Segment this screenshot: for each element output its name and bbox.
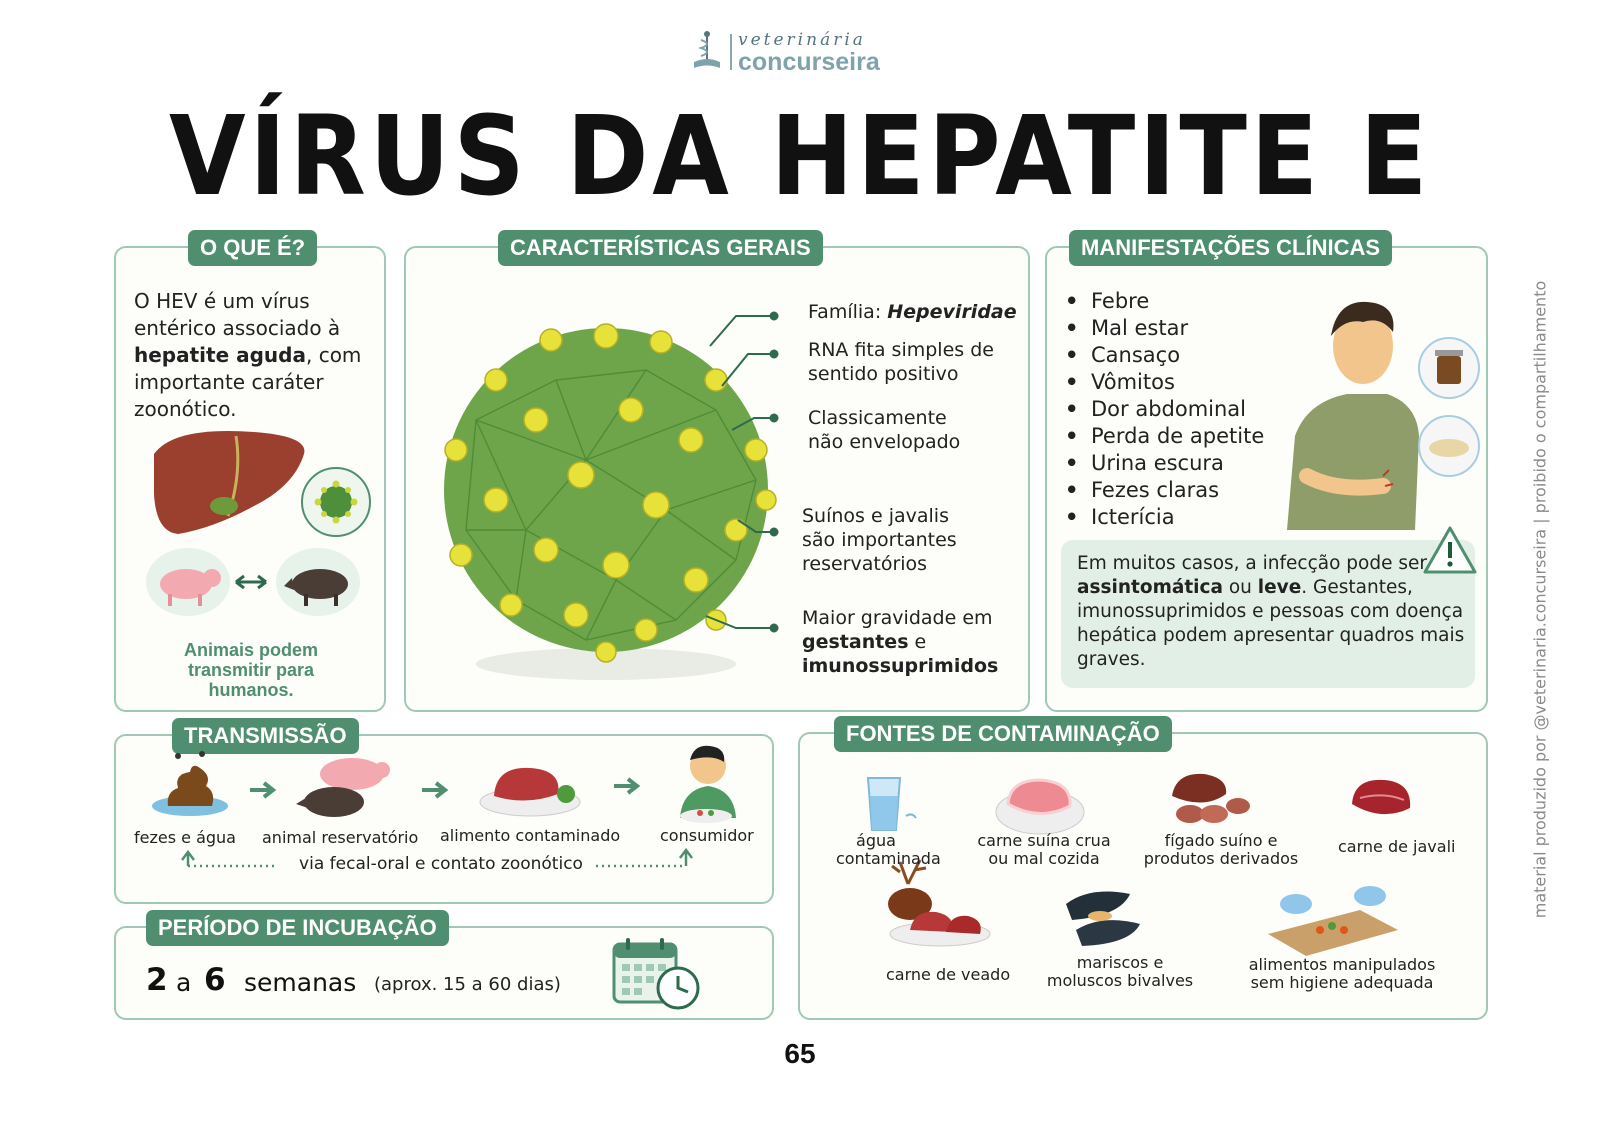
transmission-panel (114, 723, 774, 904)
source-label: mariscos e moluscos bivalves (1046, 953, 1194, 990)
step-contaminated-food: alimento contaminado (440, 826, 621, 845)
symptom-item: • Febre (1065, 288, 1264, 315)
incubation-min: 2 (146, 962, 168, 998)
transmission-route: via fecal-oral e contato zoonótico (299, 854, 583, 874)
incubation-panel (114, 915, 774, 1020)
source-label: carne suína crua ou mal cozida (977, 831, 1111, 868)
feces-water-icon (152, 751, 228, 816)
sick-person-icon (1287, 302, 1419, 530)
sources-heading: FONTES DE CONTAMINAÇÃO (834, 716, 1172, 752)
caduceus-book-icon (690, 28, 724, 72)
copyright-side-note: material produzido por @veterinaria.concurseira | proibido o compartilhamento (1530, 280, 1550, 919)
rna-item: RNA fita simples de sentido positivo (808, 339, 994, 385)
note-text-3: . Gestantes, imunossuprimidos e pessoas com doença hepática podem apresentar quadros mais graves. (1077, 577, 1465, 670)
characteristics-heading: CARACTERÍSTICAS GERAIS (498, 230, 823, 266)
double-arrow-icon (236, 576, 266, 588)
source-label: fígado suíno e produtos derivados (1143, 831, 1299, 868)
source-pork (970, 832, 1118, 868)
what-is-caption: Animais podem transmitir para humanos. (183, 640, 319, 700)
logo-divider (730, 34, 732, 70)
note-text-1: Em muitos casos, a infecção pode ser (1077, 553, 1427, 574)
sick-person-illustration (1267, 286, 1482, 530)
symptom-list (1065, 288, 1264, 531)
note-bold-2: leve (1257, 577, 1302, 598)
page-number: 65 (784, 1038, 816, 1069)
what-is-heading: O QUE É? (188, 230, 317, 266)
severity-item (802, 606, 1012, 678)
incubation-detail: (aprox. 15 a 60 dias) (374, 974, 561, 995)
what-is-text-1: O HEV é um vírus entérico associado à (134, 289, 341, 340)
symptom-item: • Fezes claras (1065, 477, 1264, 504)
severity-text-2: e (908, 631, 927, 653)
sources-panel (798, 721, 1488, 1020)
transmission-heading: TRANSMISSÃO (172, 718, 359, 754)
incubation-max: 6 (204, 962, 226, 998)
note-text-2: ou (1222, 577, 1258, 598)
symptom-item: • Dor abdominal (1065, 396, 1264, 423)
liver-virus-animals-illustration (144, 424, 374, 622)
severity-text-1: Maior gravidade em (802, 607, 993, 629)
step-consumer: consumidor (660, 826, 754, 845)
family-value: Hepeviridae (887, 301, 1017, 323)
flow-arrow-icon (250, 783, 273, 797)
consumer-icon (680, 746, 736, 823)
incubation-connector: a (176, 968, 192, 997)
clinical-note (1061, 540, 1475, 688)
raw-meat-plate-icon (480, 768, 580, 816)
food-handling-icon (1268, 886, 1398, 956)
pork-steak-icon (996, 780, 1084, 834)
symptom-item: • Vômitos (1065, 369, 1264, 396)
severity-bold-1: gestantes (802, 631, 909, 653)
virus-icon (302, 468, 370, 536)
source-shellfish (1040, 954, 1200, 990)
symptom-item: • Perda de apetite (1065, 423, 1264, 450)
clinical-note-text (1077, 552, 1467, 672)
virus-particle-illustration (416, 300, 816, 700)
incubation-heading: PERÍODO DE INCUBAÇÃO (146, 910, 449, 946)
source-contaminated-water (836, 831, 941, 868)
note-bold-1: assintomática (1077, 577, 1223, 598)
source-deer-meat: carne de veado (886, 965, 1011, 984)
flow-arrow-icon (422, 783, 445, 797)
source-boar-meat: carne de javali (1338, 837, 1456, 856)
source-food-hygiene (1242, 956, 1442, 992)
pork-liver-sausage-icon (1172, 774, 1250, 823)
what-is-panel (114, 235, 386, 712)
boar-icon (276, 548, 360, 616)
boar-meat-icon (1352, 780, 1410, 814)
transmission-flow-illustration (116, 736, 776, 906)
page-title: VÍRUS DA HEPATITE E (168, 92, 1431, 220)
deer-meat-icon (888, 860, 990, 946)
envelope-item: Classicamente não envelopado (808, 407, 961, 453)
what-is-text-bold: hepatite aguda (134, 343, 306, 367)
clinical-heading: MANIFESTAÇÕES CLÍNICAS (1069, 230, 1392, 266)
calendar-clock-icon (610, 936, 702, 1010)
source-label: água contaminada (836, 831, 941, 868)
symptom-item: • Urina escura (1065, 450, 1264, 477)
mussels-icon (1066, 892, 1140, 946)
pig-icon (146, 548, 230, 616)
symptom-item: • Icterícia (1065, 504, 1264, 531)
pale-stool-icon (1419, 416, 1479, 476)
urine-sample-icon (1419, 338, 1479, 398)
brand-line-1: veterinária (738, 30, 866, 50)
pig-boar-icon (296, 758, 390, 817)
brand-logo (690, 28, 930, 76)
clinical-panel (1045, 235, 1488, 712)
family-label: Família: (808, 301, 888, 323)
liver-icon (154, 431, 304, 534)
severity-bold-2: imunossuprimidos (802, 655, 999, 677)
what-is-text (134, 288, 374, 423)
symptom-item: • Cansaço (1065, 342, 1264, 369)
source-label: alimentos manipulados sem higiene adequada (1248, 955, 1436, 992)
brand-line-2: concurseira (738, 48, 880, 76)
characteristics-panel (404, 235, 1030, 712)
symptom-item: • Mal estar (1065, 315, 1264, 342)
family-item (808, 300, 1017, 324)
incubation-unit: semanas (244, 968, 357, 997)
water-glass-icon (868, 778, 916, 830)
what-is-text-2: , com importante caráter zoonótico. (134, 343, 362, 421)
reservoirs-item: Suínos e javalis são importantes reservatórios (802, 505, 957, 575)
step-feces-water: fezes e água (134, 828, 236, 847)
source-pork-liver (1136, 832, 1306, 868)
flow-arrow-icon (614, 779, 637, 793)
step-animal-reservoir: animal reservatório (262, 828, 419, 847)
